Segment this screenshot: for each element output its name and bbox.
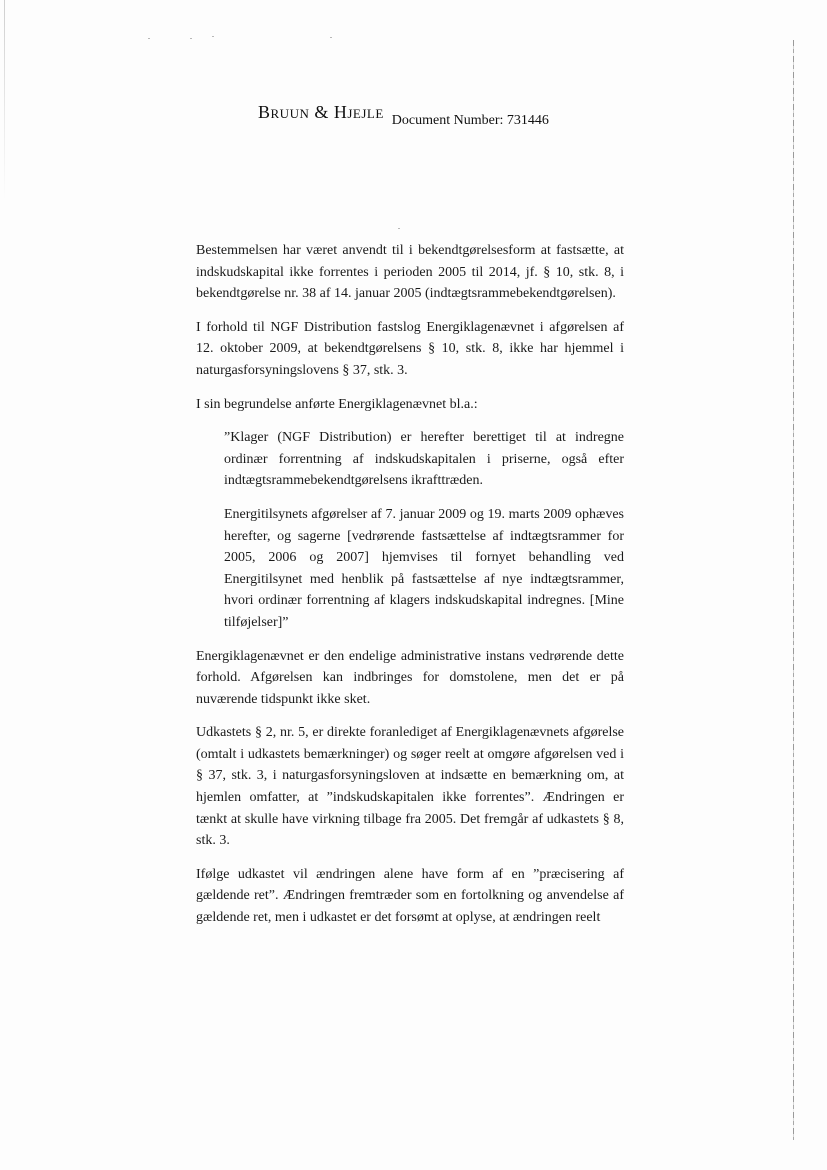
scan-left-edge [4, 0, 5, 200]
letterhead [258, 102, 549, 128]
scan-speck [398, 228, 400, 229]
document-number: Document Number: 731446 [391, 113, 549, 128]
paragraph: Ifølge udkastet vil ændringen alene have form af en ”præcisering af gældende ret”. Ændringen fremtræder som en fortolkning og anvendelse af gældende ret, men i udkastet er det forsømt at oplyse, at ændringen reelt [196, 866, 624, 926]
paragraph: Udkastets § 2, nr. 5, er direkte foranlediget af Energiklagenævnets afgørelse (omtalt i udkastets bemærkninger) og søger reelt at omgøre afgørelsen ved i § 37, stk. 3, i naturgasforsyningsloven at indsætte en bemærkning om, at hjemlen omfatter, at ”indskudskapitalen ikke forrentes”. Ændringen er tænkt at skulle have virkning tilbage fra 2005. Det fremgår af udkastets § 8, stk. 3. [196, 725, 624, 849]
block-quote: Energitilsynets afgørelser af 7. januar 2009 og 19. marts 2009 ophæves herefter, og sagerne [vedrørende fastsættelse af indtægtsrammer for 2005, 2006 og 2007] hjemvises til fornyet behandling ved Energitilsynet med henblik på fastsættelse af nye indtægtsrammer, hvori ordinær forrentning af klagers indskudskapital indregnes. [Mine tilføjelser]” [224, 506, 624, 630]
paragraph: I forhold til NGF Distribution fastslog Energiklagenævnet i afgørelsen af 12. oktober 2009, at bekendtgørelsens § 10, stk. 8, ikke har hjemmel i naturgasforsyningslovens § 37, stk. 3. [196, 319, 624, 378]
scan-speck [212, 36, 214, 37]
scan-speck [330, 37, 332, 38]
paragraph: I sin begrundelse anførte Energiklagenævnet bl.a.: [196, 396, 478, 412]
scan-speck [148, 38, 150, 39]
block-quote: ”Klager (NGF Distribution) er herefter berettiget til at indregne ordinær forrentning af indskudskapitalen i priserne, også efter indtægtsrammebekendtgørelsens ikrafttræden. [224, 430, 624, 489]
scan-speck [190, 38, 192, 39]
paragraph: Energiklagenævnet er den endelige administrative instans vedrørende dette forhold. Afgørelsen kan indbringes for domstolene, men det er på nuværende tidspunkt ikke sket. [196, 648, 624, 707]
document-body [196, 240, 624, 941]
paragraph: Bestemmelsen har været anvendt til i bekendtgørelsesform at fastsætte, at indskudskapital ikke forrentes i perioden 2005 til 2014, jf. § 10, stk. 8, i bekendtgørelse nr. 38 af 14. januar 2005 (indtægtsrammebekendtgørelsen). [196, 243, 624, 302]
scan-right-edge [793, 40, 794, 1140]
firm-name: Bruun & Hjejle [258, 102, 384, 122]
